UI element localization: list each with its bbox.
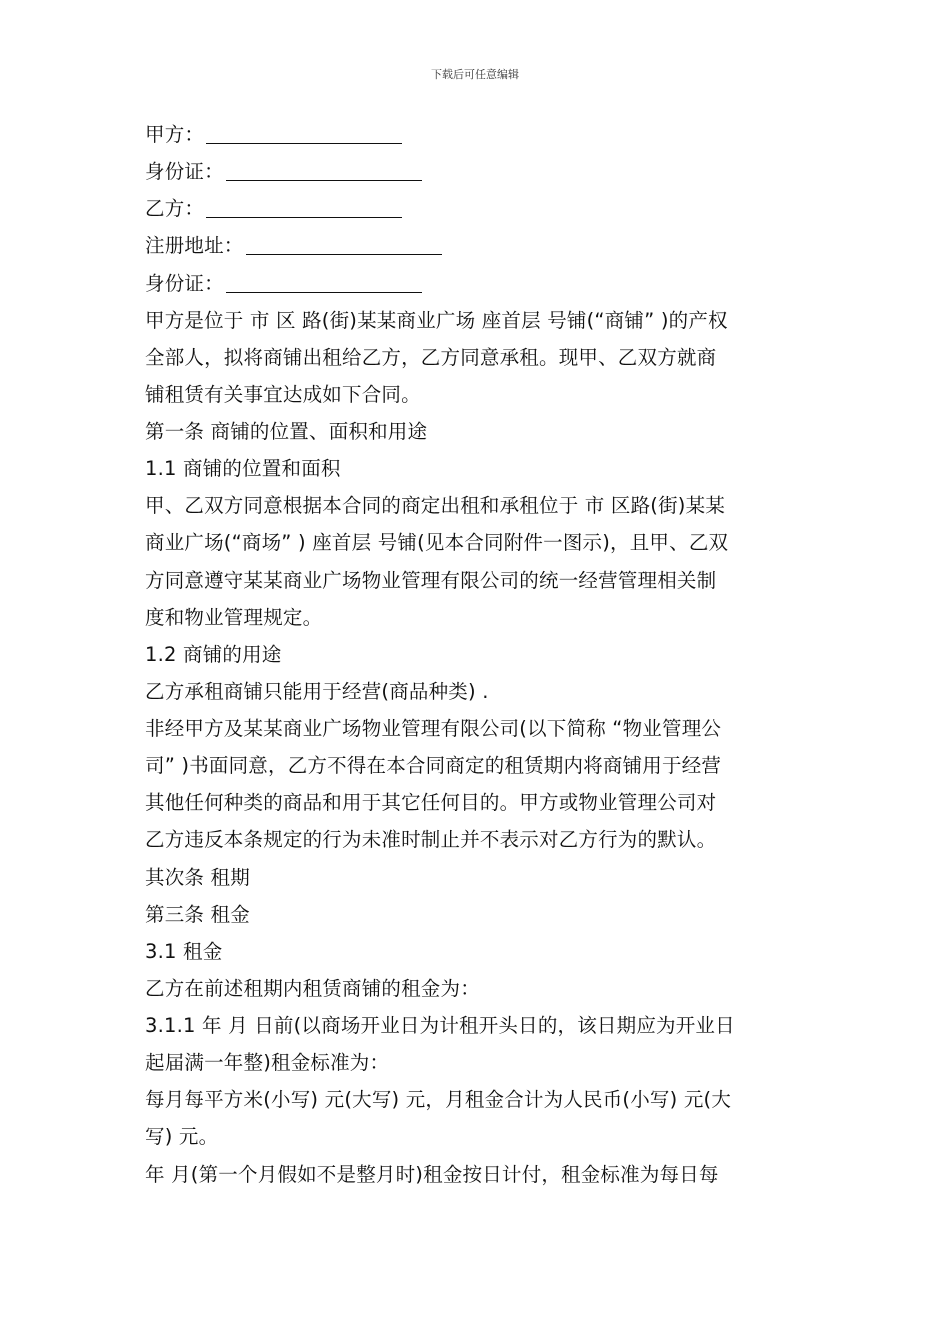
blank-line [226,270,422,293]
text-line: 司” )书面同意，乙方不得在本合同商定的租赁期内将商铺用于经营 [145,754,722,778]
text-line: 甲、乙双方同意根据本合同的商定出租和承租位于 市 区路(街)某某 [145,494,726,518]
field-label: 注册地址： [145,234,244,258]
text-line: 3.1.1 年 月 日前(以商场开业日为计租开头日的，该日期应为开业日 [145,1014,735,1037]
text-line: 第一条 商铺的位置、面积和用途 [145,420,428,443]
text-line: 起届满一年整)租金标准为： [145,1051,390,1075]
text-line: 年 月(第一个月假如不是整月时)租金按日计付，租金标准为每日每 [145,1162,719,1186]
text-line: 乙方违反本条规定的行为未准时制止并不表示对乙方行为的默认。 [145,828,717,852]
text-line: 甲方是位于 市 区 路(街)某某商业广场 座首层 号铺(“商铺” )的产权 [145,308,728,332]
page-header: 下载后可任意编辑 [431,68,519,81]
text-line: 铺租赁有关事宜达成如下合同。 [145,382,421,406]
text-line: 第三条 租金 [145,902,250,926]
text-line: 其他任何种类的商品和用于其它任何目的。甲方或物业管理公司对 [145,791,717,815]
text-line: 商业广场(“商场” ) 座首层 号铺(见本合同附件一图示)，且甲、乙双 [145,531,729,555]
field-id-b [145,265,815,302]
field-id-a [145,153,815,190]
blank-line [206,195,402,218]
field-party-b [145,190,815,227]
text-line: 1.2 商铺的用途 [145,642,282,666]
text-line: 3.1 租金 [145,939,223,963]
text-line: 方同意遵守某某商业广场物业管理有限公司的统一经营管理相关制 [145,568,717,592]
field-label: 身份证： [145,160,224,184]
text-line: 度和物业管理规定。 [145,605,323,629]
text-line: 1.1 商铺的位置和面积 [145,457,341,481]
text-line: 其次条 租期 [145,865,250,889]
text-line: 非经甲方及某某商业广场物业管理有限公司(以下简称 “物业管理公 [145,717,722,740]
text-line: 乙方承租商铺只能用于经营(商品种类) . [145,679,489,703]
document-body [145,116,815,1193]
field-party-a [145,116,815,153]
blank-line [246,232,442,255]
text-line: 写) 元。 [145,1125,219,1149]
field-label: 甲方： [145,123,205,146]
text-line: 每月每平方米(小写) 元(大写) 元，月租金合计为人民币(小写) 元(大 [145,1088,732,1112]
text-line: 全部人，拟将商铺出租给乙方，乙方同意承租。现甲、乙双方就商 [145,345,717,369]
blank-line [206,121,402,144]
field-label: 乙方： [145,197,205,221]
blank-line [226,158,422,181]
text-line: 乙方在前述租期内租赁商铺的租金为： [145,976,480,1000]
field-address [145,227,815,264]
field-label: 身份证： [145,271,224,295]
